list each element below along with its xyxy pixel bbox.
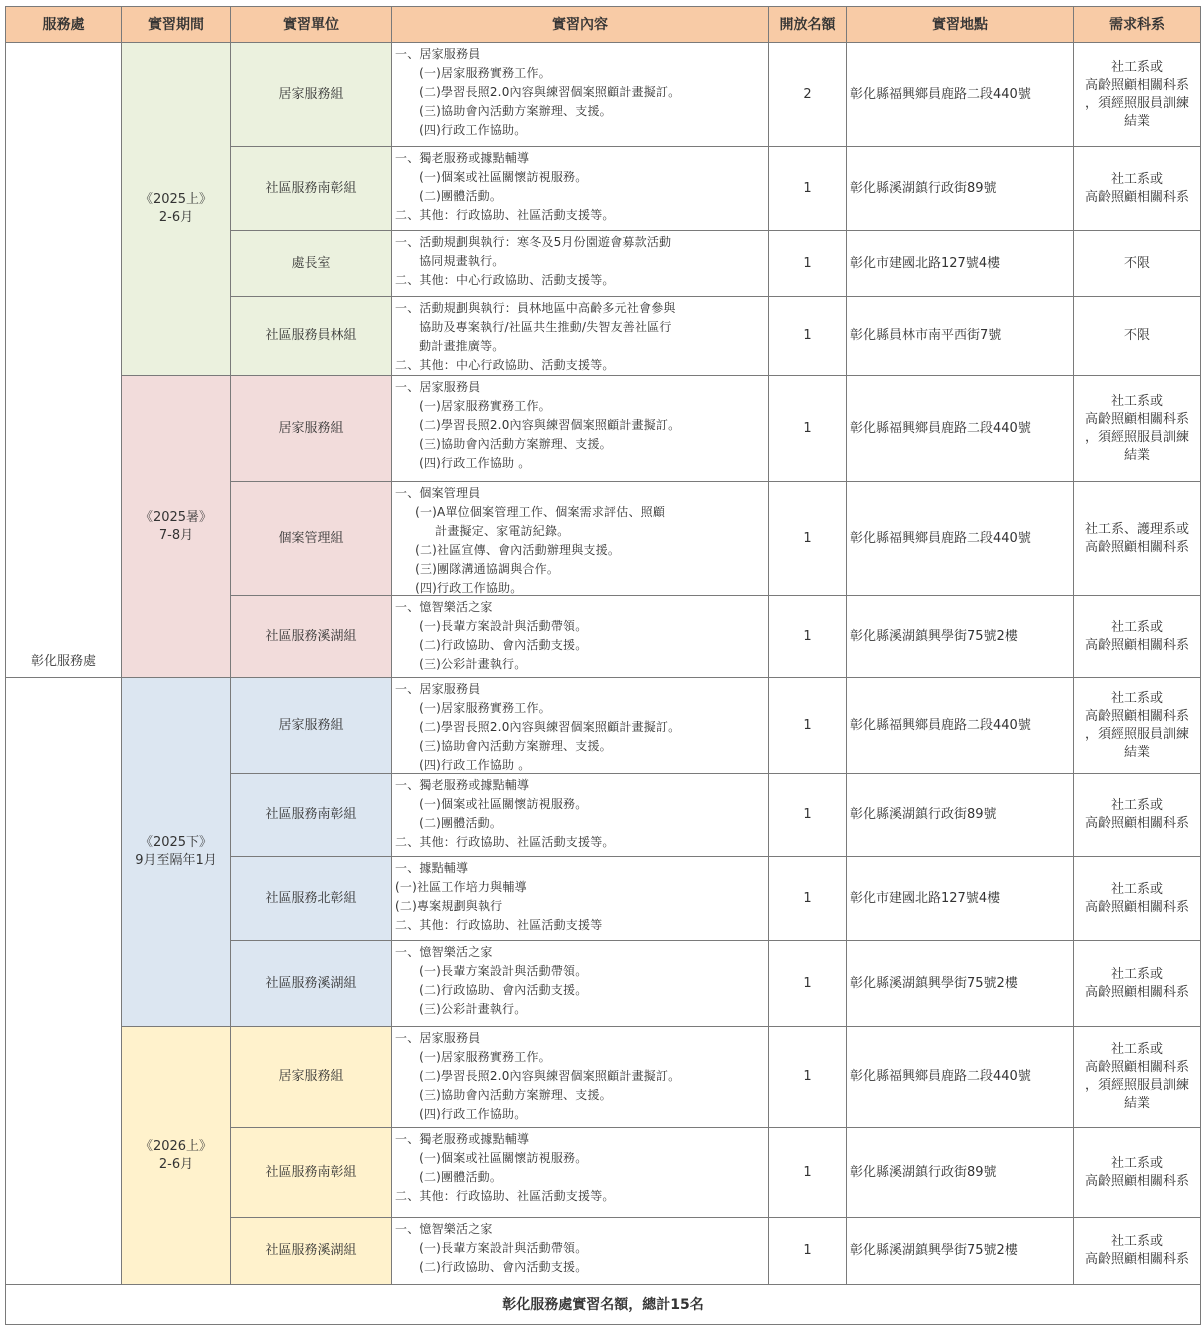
content-line: 一、居家服務員 <box>395 682 481 696</box>
period-cell <box>121 1026 231 1285</box>
department-cell <box>1073 1026 1201 1128</box>
location-value: 彰化縣溪湖鎮行政街89號 <box>850 807 997 822</box>
content-line: 一、居家服務員 <box>395 47 481 61</box>
unit-label: 社區服務北彰組 <box>265 890 357 906</box>
content-line: (一)居家服務實務工作。 <box>395 701 551 715</box>
office-cell-continued <box>5 677 122 1285</box>
location-cell <box>846 677 1074 774</box>
quota-cell <box>768 940 847 1027</box>
unit-cell <box>230 1127 392 1218</box>
unit-cell <box>230 677 392 774</box>
content-line: (一)A單位個案管理工作、個案需求評估、照顧 <box>395 505 666 519</box>
unit-label: 社區服務溪湖組 <box>265 975 357 991</box>
location-value: 彰化縣福興鄉員鹿路二段440號 <box>850 530 1031 546</box>
quota-value: 1 <box>803 328 812 343</box>
department-cell <box>1073 677 1201 774</box>
location-cell <box>846 940 1074 1027</box>
quota-value: 1 <box>803 255 812 271</box>
location-cell <box>846 773 1074 857</box>
content-cell <box>391 230 769 297</box>
location-cell <box>846 856 1074 941</box>
period-label: 《2025上》 2-6月 <box>139 192 213 225</box>
location-value: 彰化市建國北路127號4樓 <box>850 890 1001 906</box>
quota-value: 1 <box>803 628 812 644</box>
location-cell <box>846 375 1074 482</box>
content-line: (二)團體活動。 <box>395 1170 503 1184</box>
header-quota <box>768 6 847 43</box>
content-cell <box>391 940 769 1027</box>
footer-total <box>5 1284 1201 1325</box>
location-cell <box>846 1127 1074 1218</box>
content-cell <box>391 856 769 941</box>
department-value: 社工系或 高齡照顧相關科系 ，須經照服員訓練 結業 <box>1084 59 1189 129</box>
content-line: (二)學習長照2.0內容與練習個案照顧計畫擬訂。 <box>395 1069 681 1083</box>
unit-label: 居家服務組 <box>278 86 344 102</box>
location-cell <box>846 230 1074 297</box>
quota-value: 1 <box>803 530 812 546</box>
unit-cell <box>230 856 392 941</box>
content-cell <box>391 296 769 376</box>
department-value: 社工系或 高齡照顧相關科系 <box>1084 1234 1189 1267</box>
unit-cell <box>230 940 392 1027</box>
unit-label: 居家服務組 <box>278 1069 344 1084</box>
quota-cell <box>768 856 847 941</box>
content-cell <box>391 146 769 231</box>
unit-cell <box>230 230 392 297</box>
location-cell <box>846 296 1074 376</box>
unit-label: 居家服務組 <box>278 420 344 436</box>
department-cell <box>1073 773 1201 857</box>
quota-cell <box>768 1127 847 1218</box>
location-value: 彰化市建國北路127號4樓 <box>850 255 1001 271</box>
period-cell <box>121 375 231 678</box>
unit-label: 社區服務南彰組 <box>265 807 357 822</box>
content-line: 二、其他：行政協助、社區活動支援等。 <box>395 1189 615 1203</box>
content-line: 動計畫推廣等。 <box>395 339 505 353</box>
department-cell <box>1073 42 1201 147</box>
office-cell <box>5 42 122 678</box>
quota-cell <box>768 146 847 231</box>
department-value: 不限 <box>1123 328 1150 343</box>
department-cell <box>1073 1217 1201 1285</box>
quota-value: 1 <box>803 975 812 991</box>
department-value: 社工系或 高齡照顧相關科系 <box>1084 966 1189 1000</box>
quota-cell <box>768 1217 847 1285</box>
department-value: 社工系、護理系或 高齡照顧相關科系 <box>1084 521 1189 555</box>
department-value: 社工系或 高齡照顧相關科系 ，須經照服員訓練 結業 <box>1084 393 1189 463</box>
content-line: (一)個案或社區關懷訪視服務。 <box>395 1151 588 1165</box>
content-line: 一、憶智樂活之家 <box>395 1222 493 1236</box>
unit-cell <box>230 375 392 482</box>
location-value: 彰化縣福興鄉員鹿路二段440號 <box>850 1069 1031 1084</box>
quota-value: 1 <box>803 807 812 822</box>
header-content-label: 實習內容 <box>552 16 608 33</box>
content-line: 二、其他：行政協助、社區活動支援等。 <box>395 835 615 849</box>
content-line: (四)行政工作協助 。 <box>395 758 531 772</box>
content-cell <box>391 595 769 678</box>
office-label: 彰化服務處 <box>30 654 96 669</box>
content-line: (二)社區宣傳、會內活動辦理與支援。 <box>395 543 621 557</box>
content-line: 一、據點輔導 <box>395 861 469 875</box>
unit-cell <box>230 1217 392 1285</box>
header-department <box>1073 6 1201 43</box>
unit-label: 處長室 <box>291 255 331 271</box>
unit-cell <box>230 146 392 231</box>
department-cell <box>1073 481 1201 596</box>
location-value: 彰化縣溪湖鎮行政街89號 <box>850 1164 997 1180</box>
unit-label: 社區服務南彰組 <box>265 1164 357 1180</box>
unit-label: 個案管理組 <box>278 530 344 546</box>
location-cell <box>846 146 1074 231</box>
content-line: 一、獨老服務或據點輔導 <box>395 151 530 165</box>
location-cell <box>846 595 1074 678</box>
location-value: 彰化縣溪湖鎮興學街75號2樓 <box>850 628 1018 644</box>
content-line: 一、活動規劃與執行：寒冬及5月份園遊會募款活動 <box>395 235 672 249</box>
content-line: (一)個案或社區關懷訪視服務。 <box>395 797 588 811</box>
header-office <box>5 6 122 43</box>
period-label: 《2025下》 9月至隔年1月 <box>135 835 217 868</box>
content-line: 計畫擬定、家電訪紀錄。 <box>395 524 570 538</box>
department-cell <box>1073 856 1201 941</box>
content-line: (三)團隊溝通協調與合作。 <box>395 562 560 576</box>
header-unit-label: 實習單位 <box>283 16 339 33</box>
header-period-label: 實習期間 <box>148 16 204 33</box>
quota-value: 1 <box>803 717 812 733</box>
header-period <box>121 6 231 43</box>
content-line: (一)個案或社區關懷訪視服務。 <box>395 170 588 184</box>
content-line: (一)居家服務實務工作。 <box>395 399 551 413</box>
location-cell <box>846 1217 1074 1285</box>
period-label: 《2025暑》 7-8月 <box>139 509 213 543</box>
quota-cell <box>768 375 847 482</box>
header-location-label: 實習地點 <box>932 16 988 33</box>
quota-value: 1 <box>803 1069 812 1084</box>
header-quota-label: 開放名額 <box>779 16 836 33</box>
quota-value: 1 <box>803 180 812 196</box>
quota-cell <box>768 677 847 774</box>
department-value: 社工系或 高齡照顧相關科系 <box>1084 171 1189 205</box>
quota-cell <box>768 230 847 297</box>
content-cell <box>391 42 769 147</box>
content-cell <box>391 677 769 774</box>
unit-cell <box>230 42 392 147</box>
header-location <box>846 6 1074 43</box>
content-line: (四)行政工作協助 。 <box>395 456 531 470</box>
content-line: (二)學習長照2.0內容與練習個案照顧計畫擬訂。 <box>395 85 681 99</box>
content-cell <box>391 1026 769 1128</box>
header-unit <box>230 6 392 43</box>
location-value: 彰化縣福興鄉員鹿路二段440號 <box>850 420 1031 436</box>
department-value: 社工系或 高齡照顧相關科系 ，須經照服員訓練 結業 <box>1084 690 1189 760</box>
unit-label: 居家服務組 <box>278 717 344 733</box>
content-line: (一)居家服務實務工作。 <box>395 1050 551 1064</box>
location-value: 彰化縣溪湖鎮興學街75號2樓 <box>850 1243 1018 1258</box>
content-line: 協助及專案執行/社區共生推動/失智友善社區行 <box>395 320 672 334</box>
content-cell <box>391 481 769 596</box>
content-line: (二)學習長照2.0內容與練習個案照顧計畫擬訂。 <box>395 418 681 432</box>
unit-label: 社區服務員林組 <box>265 328 357 343</box>
content-line: (二)專案規劃與執行 <box>395 899 503 913</box>
content-line: (三)協助會內活動方案辦理、支援。 <box>395 1088 612 1102</box>
content-line: (二)行政協助、會內活動支援。 <box>395 638 588 652</box>
content-line: 協同規畫執行。 <box>395 254 505 268</box>
department-value: 社工系或 高齡照顧相關科系 <box>1084 619 1189 653</box>
content-cell <box>391 1217 769 1285</box>
content-line: (一)長輩方案設計與活動帶領。 <box>395 619 588 633</box>
content-line: 二、其他：中心行政協助、活動支援等。 <box>395 358 615 372</box>
content-line: (三)協助會內活動方案辦理、支援。 <box>395 104 612 118</box>
location-cell <box>846 42 1074 147</box>
period-label: 《2026上》 2-6月 <box>139 1138 213 1172</box>
content-line: (一)社區工作培力與輔導 <box>395 880 527 894</box>
content-line: (四)行政工作協助。 <box>395 1107 527 1121</box>
unit-cell <box>230 1026 392 1128</box>
content-line: 一、居家服務員 <box>395 1031 481 1045</box>
location-value: 彰化縣福興鄉員鹿路二段440號 <box>850 86 1031 102</box>
content-line: 一、獨老服務或據點輔導 <box>395 1132 530 1146</box>
content-line: 一、活動規劃與執行：員林地區中高齡多元社會參與 <box>395 301 676 315</box>
header-content <box>391 6 769 43</box>
department-value: 社工系或 高齡照顧相關科系 <box>1084 881 1189 915</box>
location-value: 彰化縣員林市南平西街7號 <box>850 328 1002 343</box>
content-line: 一、憶智樂活之家 <box>395 945 493 959</box>
department-cell <box>1073 146 1201 231</box>
location-value: 彰化縣溪湖鎮興學街75號2樓 <box>850 975 1018 991</box>
unit-cell <box>230 481 392 596</box>
content-line: (四)行政工作協助。 <box>395 581 523 595</box>
content-line: 一、居家服務員 <box>395 380 481 394</box>
location-value: 彰化縣溪湖鎮行政街89號 <box>850 180 997 196</box>
quota-value: 1 <box>803 1243 812 1258</box>
content-line: (二)團體活動。 <box>395 816 503 830</box>
content-line: 二、其他：中心行政協助、活動支援等。 <box>395 273 615 287</box>
quota-value: 1 <box>803 1164 812 1180</box>
content-line: (一)居家服務實務工作。 <box>395 66 551 80</box>
quota-value: 1 <box>803 890 812 906</box>
unit-label: 社區服務溪湖組 <box>265 628 357 644</box>
quota-cell <box>768 1026 847 1128</box>
department-value: 社工系或 高齡照顧相關科系 <box>1084 1155 1189 1189</box>
location-cell <box>846 1026 1074 1128</box>
content-line: (三)協助會內活動方案辦理、支援。 <box>395 437 612 451</box>
content-line: (二)學習長照2.0內容與練習個案照顧計畫擬訂。 <box>395 720 681 734</box>
quota-cell <box>768 481 847 596</box>
department-cell <box>1073 230 1201 297</box>
unit-cell <box>230 595 392 678</box>
period-cell <box>121 42 231 376</box>
department-value: 不限 <box>1123 255 1150 271</box>
content-line: (二)行政協助、會內活動支援。 <box>395 983 588 997</box>
department-cell <box>1073 595 1201 678</box>
location-value: 彰化縣福興鄉員鹿路二段440號 <box>850 717 1031 733</box>
content-line: (一)長輩方案設計與活動帶領。 <box>395 964 588 978</box>
unit-cell <box>230 296 392 376</box>
department-cell <box>1073 375 1201 482</box>
unit-cell <box>230 773 392 857</box>
period-cell <box>121 677 231 1027</box>
quota-value: 2 <box>803 86 812 102</box>
footer-label: 彰化服務處實習名額，總計15名 <box>502 1296 704 1313</box>
department-cell <box>1073 940 1201 1027</box>
quota-value: 1 <box>803 420 812 436</box>
header-office-label: 服務處 <box>42 16 85 33</box>
quota-cell <box>768 595 847 678</box>
content-line: (一)長輩方案設計與活動帶領。 <box>395 1241 588 1255</box>
content-line: (三)公彩計畫執行。 <box>395 1002 527 1016</box>
quota-cell <box>768 773 847 857</box>
location-cell <box>846 481 1074 596</box>
content-line: 一、個案管理員 <box>395 486 481 500</box>
department-value: 社工系或 高齡照顧相關科系 ，須經照服員訓練 結業 <box>1084 1042 1189 1111</box>
header-department-label: 需求科系 <box>1109 16 1165 33</box>
unit-label: 社區服務溪湖組 <box>265 1243 357 1258</box>
content-line: 二、其他：行政協助、社區活動支援等 <box>395 918 603 932</box>
content-line: 一、憶智樂活之家 <box>395 600 493 614</box>
content-cell <box>391 773 769 857</box>
content-line: 二、其他：行政協助、社區活動支援等。 <box>395 208 615 222</box>
unit-label: 社區服務南彰組 <box>265 180 357 196</box>
content-line: 一、獨老服務或據點輔導 <box>395 778 530 792</box>
department-value: 社工系或 高齡照顧相關科系 <box>1084 798 1189 831</box>
content-line: (四)行政工作協助。 <box>395 123 527 137</box>
department-cell <box>1073 1127 1201 1218</box>
content-cell <box>391 375 769 482</box>
content-line: (三)協助會內活動方案辦理、支援。 <box>395 739 612 753</box>
quota-cell <box>768 296 847 376</box>
content-line: (二)行政協助、會內活動支援。 <box>395 1260 588 1274</box>
content-cell <box>391 1127 769 1218</box>
content-line: (二)團體活動。 <box>395 189 503 203</box>
content-line: (三)公彩計畫執行。 <box>395 657 527 671</box>
quota-cell <box>768 42 847 147</box>
department-cell <box>1073 296 1201 376</box>
